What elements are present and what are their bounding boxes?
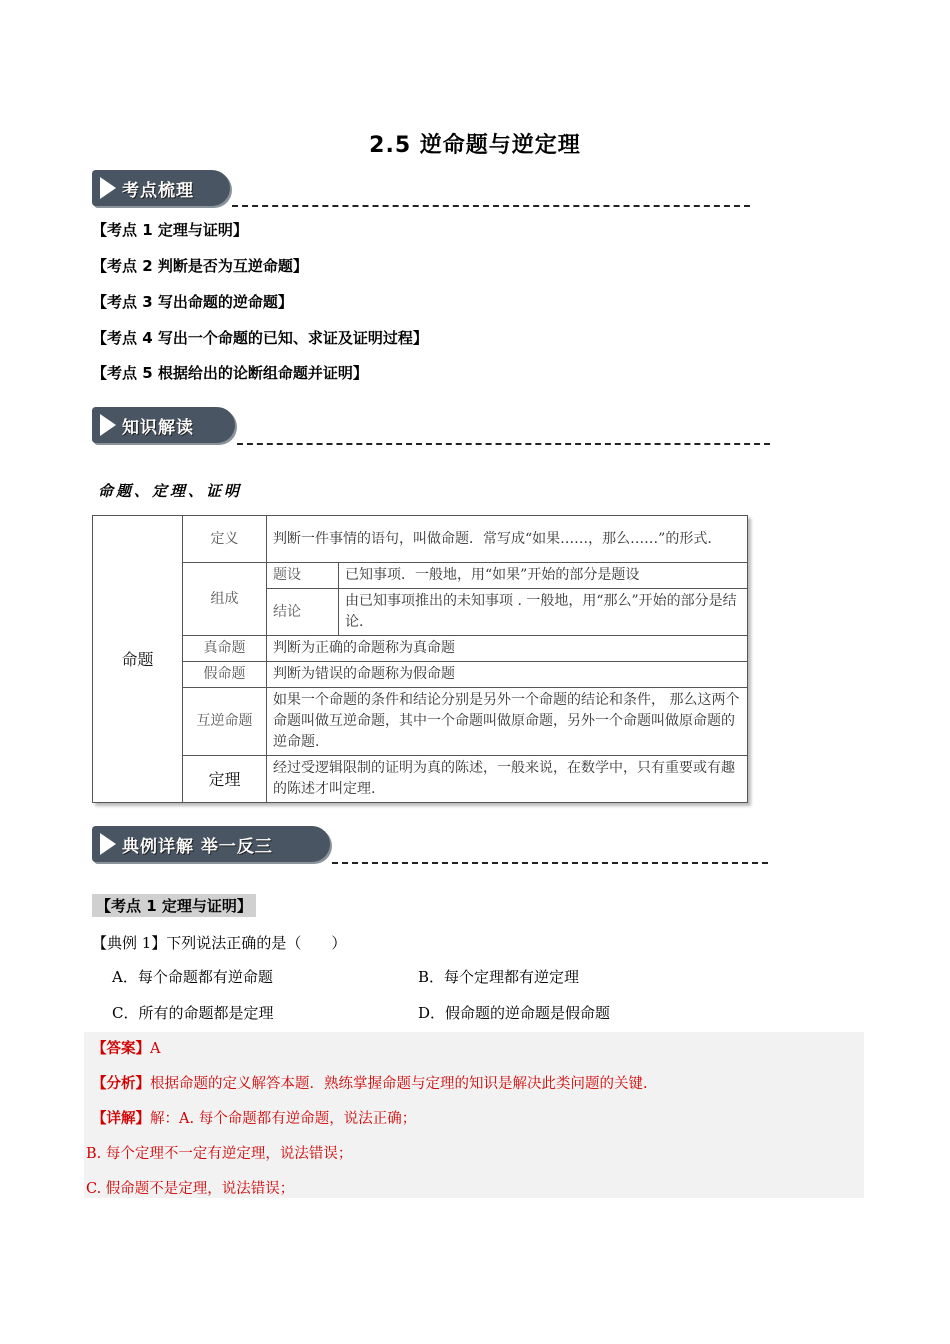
- answer-line: [92, 1037, 160, 1058]
- kaodian-item: 【考点 1 定理与证明】: [92, 221, 248, 239]
- handwritten-heading: 命题、定理、证明: [98, 482, 243, 500]
- section-banner-kaodian: [92, 170, 232, 206]
- cell-dingyi-text: 判断一件事情的语句，叫做命题．常写成“如果……，那么……”的形式.: [267, 516, 748, 563]
- analysis-tag: 【分析】: [92, 1075, 150, 1092]
- kaodian-item: 【考点 5 根据给出的论断组命题并证明】: [92, 364, 368, 382]
- cell-huni-text: 如果一个命题的条件和结论分别是另外一个命题的结论和条件， 那么这两个命题叫做互逆命题，其中一个命题叫做原命题，另外一个命题叫做原命题的逆命题.: [267, 688, 748, 756]
- detail-tag: 【详解】: [92, 1110, 150, 1127]
- kaodian-item: 【考点 2 判断是否为互逆命题】: [92, 257, 308, 275]
- detail-line: [92, 1107, 416, 1128]
- cell-zucheng: 组成: [183, 563, 267, 636]
- dashed-divider: [237, 443, 770, 445]
- example-heading: 【考点 1 定理与证明】: [92, 894, 256, 917]
- dashed-divider: [232, 205, 750, 207]
- cell-dingyi: 定义: [183, 516, 267, 563]
- kaodian-item: 【考点 3 写出命题的逆命题】: [92, 293, 293, 311]
- analysis-text: 根据命题的定义解答本题．熟练掌握命题与定理的知识是解决此类问题的关键.: [150, 1076, 648, 1092]
- example-question: 【典例 1】下列说法正确的是（ ）: [92, 934, 347, 952]
- cell-jielun-text: 由已知事项推出的未知事项 . 一般地，用“那么”开始的部分是结论.: [339, 589, 748, 636]
- cell-dingli-text: 经过受逻辑限制的证明为真的陈述，一般来说，在数学中，只有重要或有趣的陈述才叫定理.: [267, 756, 748, 803]
- cell-jielun: 结论: [267, 589, 339, 636]
- cell-dingli: 定理: [183, 756, 267, 803]
- cell-zhen: 真命题: [183, 636, 267, 662]
- banner-label: 考点梳理: [122, 181, 194, 201]
- option-c: C．所有的命题都是定理: [112, 1004, 274, 1022]
- detail-line-c: C. 假命题不是定理，说法错误；: [86, 1181, 295, 1197]
- answer-value: A: [150, 1041, 161, 1057]
- option-b: B．每个定理都有逆定理: [418, 968, 580, 986]
- detail-text: 解：A. 每个命题都有逆命题，说法正确；: [150, 1111, 417, 1127]
- kaodian-item: 【考点 4 写出一个命题的已知、求证及证明过程】: [92, 329, 428, 347]
- play-arrow-icon: [100, 177, 116, 199]
- cell-tishe: 题设: [267, 563, 339, 589]
- play-arrow-icon: [100, 414, 116, 436]
- cell-tishe-text: 已知事项．一般地，用“如果”开始的部分是题设: [339, 563, 748, 589]
- cell-jia: 假命题: [183, 662, 267, 688]
- cell-zhen-text: 判断为正确的命题称为真命题: [267, 636, 748, 662]
- option-a: A．每个命题都有逆命题: [112, 968, 273, 986]
- page-title: 2.5 逆命题与逆定理: [369, 133, 581, 158]
- option-d: D．假命题的逆命题是假命题: [418, 1004, 611, 1022]
- answer-tag: 【答案】: [92, 1040, 150, 1057]
- section-banner-dianli: [92, 826, 332, 862]
- cell-mingti: 命题: [93, 516, 183, 803]
- section-banner-zhishi: [92, 407, 237, 443]
- banner-label: 知识解读: [122, 418, 194, 438]
- analysis-line: [92, 1072, 648, 1093]
- cell-huni: 互逆命题: [183, 688, 267, 756]
- dashed-divider: [332, 862, 768, 864]
- cell-jia-text: 判断为错误的命题称为假命题: [267, 662, 748, 688]
- knowledge-table: [92, 515, 748, 803]
- play-arrow-icon: [100, 833, 116, 855]
- detail-line-b: B. 每个定理不一定有逆定理，说法错误；: [86, 1146, 353, 1162]
- banner-label: 典例详解 举一反三: [122, 837, 273, 857]
